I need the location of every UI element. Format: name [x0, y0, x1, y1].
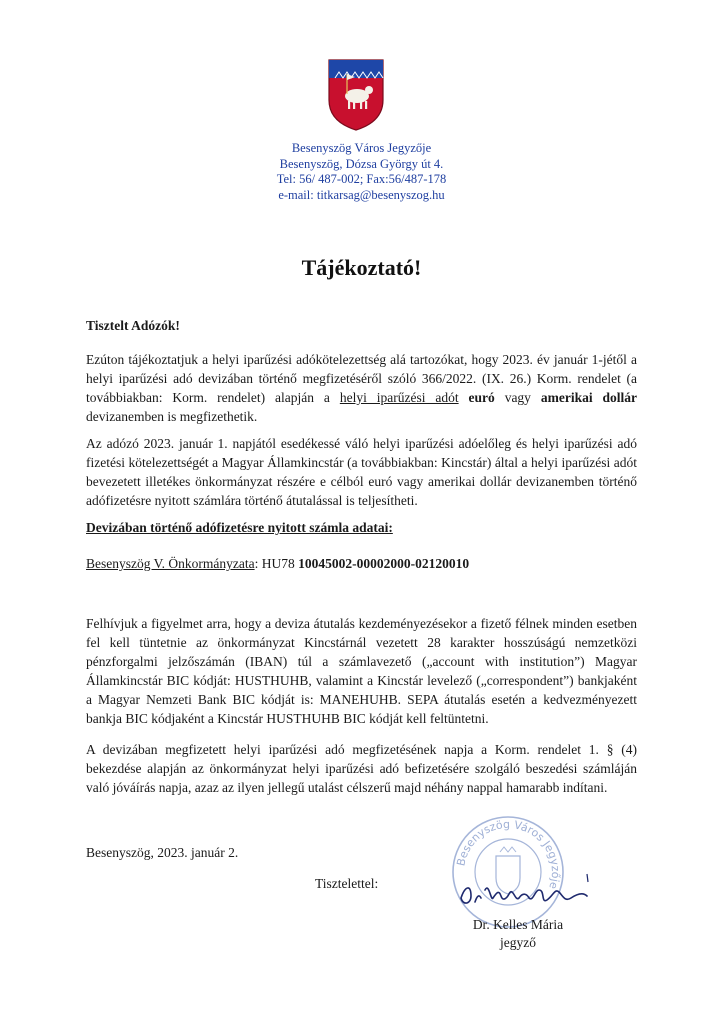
paragraph-1-euro: euró	[468, 390, 495, 405]
paragraph-1-dollar: amerikai dollár	[540, 390, 637, 405]
paragraph-2: Az adózó 2023. január 1. napjától esedékessé váló helyi iparűzési adóelőleg és helyi iparűzési adó fizetési kötelezettségét a Magyar Államkincstár (a továbbiakban: Kincstár) által a helyi iparűzési adót bevezetett illetékes önkormányzat részére e célból euró vagy amerikai dollár devizanemben történő adófizetésre nyitott számlára történő átutalással is teljesítheti.	[86, 436, 637, 508]
letterhead-phone: Tel: 56/ 487-002; Fax:56/487-178	[276, 172, 447, 186]
letterhead	[0, 141, 723, 203]
account-separator: : HU78	[254, 556, 299, 571]
paragraph-4: A devizában megfizetett helyi iparűzési adó megfizetésének napja a Korm. rendelet 1. § (4) bekezdése alapján az önkormányzat helyi iparűzési adó befizetésére szolgáló beszedési számláján való jóváírás napja, azaz az ilyen jellegű utalást célszerű majd néhány nappal hamarabb indítani.	[86, 742, 637, 795]
letterhead-email: e-mail: titkarsag@besenyszog.hu	[278, 187, 445, 202]
date-line: Besenyszög, 2023. január 2.	[86, 845, 239, 860]
paragraph-1-end: devizanemben is megfizethetik.	[86, 409, 258, 424]
paragraph-1-or: vagy	[494, 390, 541, 405]
paragraph-1	[86, 350, 637, 426]
letterhead-address: Besenyszög, Dózsa György út 4.	[279, 156, 444, 171]
paragraph-1-space	[459, 390, 469, 405]
paragraph-3-end: kell feltüntetni.	[406, 711, 489, 726]
coat-of-arms-icon	[325, 56, 387, 132]
paragraph-3	[86, 614, 637, 728]
closing: Tisztelettel:	[315, 876, 379, 891]
stamp-text: Besenyszög Város Jegyzője	[454, 817, 563, 891]
signer-title: jegyző	[500, 935, 536, 950]
handwritten-signature	[455, 868, 605, 918]
signer-block	[458, 916, 578, 952]
signature-text: Dr. Kelles	[455, 868, 460, 869]
account-line	[86, 556, 469, 572]
paragraph-1-tax-emphasis: helyi iparűzési adót	[339, 390, 459, 405]
paragraph-3-text: Felhívjuk a figyelmet arra, hogy a deviza átutalás kezdeményezésekor a fizető félnek minden esetben fel kell tüntetnie az önkormányzat Kincstárnál vezetett 28 karakter hosszúságú nemzetközi pénzforgalmi jelzőszámán (IBAN) túl a számlavezető („account with institution”) Magyar Államkincstár BIC kódját: HUSTHUHB, valamint a Kincstár levelező („correspondent”) bankjaként a Magyar Nemzeti Bank BIC kódját is: MANEHUHB. SEPA átutalás esetén a kedvezményezett bankja BIC kódjaként a Kincstár HUSTHUHB BIC kódját	[86, 616, 637, 726]
signer-name: Dr. Kelles Mária	[472, 917, 564, 932]
paragraph-1-text: Ezúton tájékoztatjuk a helyi iparűzési adókötelezettség alá tartozókat, hogy 2023. év január 1-jétől a helyi iparűzési adó devizában történő megfizetéséről szóló 366/2022. (IX. 26.) Korm. rendelet (a továbbiakban: Korm. rendelet) alapján a	[86, 352, 637, 405]
account-heading: Devizában történő adófizetésre nyitott számla adatai:	[86, 520, 393, 535]
letterhead-office: Besenyszög Város Jegyzője	[291, 141, 432, 155]
salutation: Tisztelt Adózók!	[86, 318, 180, 333]
account-name: Besenyszög V. Önkormányzata	[86, 556, 255, 571]
account-number: 10045002-00002000-02120010	[298, 556, 470, 571]
document-title: Tájékoztató!	[301, 255, 422, 280]
